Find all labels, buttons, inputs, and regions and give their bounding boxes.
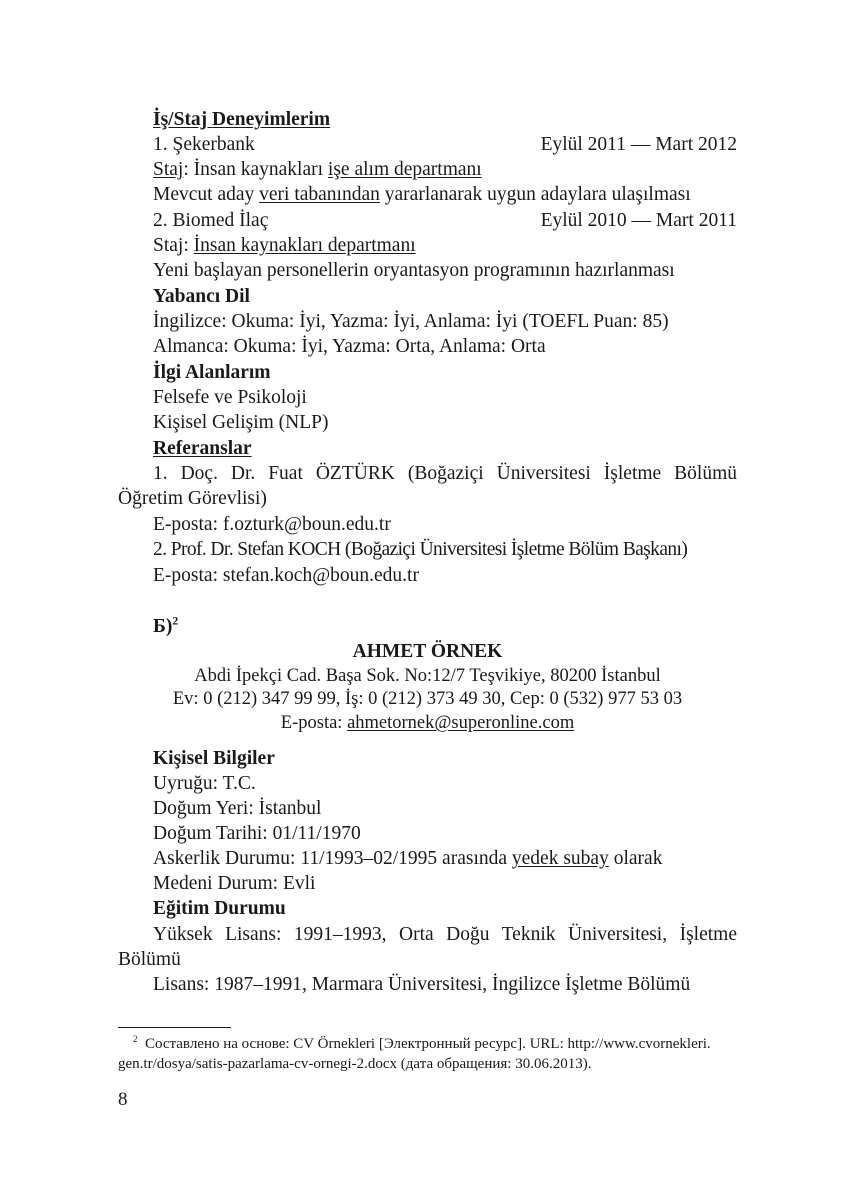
reference1-line1: 1. Doç. Dr. Fuat ÖZTÜRK (Boğaziçi Üniversitesi İşletme Bölümü: [153, 463, 737, 484]
job1-dates: Eylül 2011 — Mart 2012: [540, 134, 737, 155]
cv-email-label: E-posta:: [280, 713, 348, 733]
language-english: İngilizce: Okuma: İyi, Yazma: İyi, Anlama: İyi (TOEFL Puan: 85): [153, 311, 669, 332]
interests-heading: İlgi Alanlarım: [153, 362, 271, 383]
cv-email-line: [118, 711, 737, 736]
language-german: Almanca: Okuma: İyi, Yazma: Orta, Anlama: Orta: [153, 336, 546, 357]
job1-role: [153, 157, 737, 182]
job2-dates: Eylül 2010 — Mart 2011: [540, 210, 737, 231]
job1-title: 1. Şekerbank: [153, 134, 255, 155]
personal-heading: Kişisel Bilgiler: [153, 748, 275, 769]
work-heading: İş/Staj Deneyimlerim: [153, 109, 331, 130]
job1-role-dept: işe alım departmanı: [327, 159, 482, 180]
education-masters-line1: Yüksek Lisans: 1991–1993, Orta Doğu Teknik Üniversitesi, İşletme: [153, 924, 737, 945]
personal-military: [153, 846, 737, 871]
job1-role-mid: : İnsan kaynakları: [183, 159, 328, 180]
job1-row: [153, 132, 737, 157]
personal-marital: Medeni Durum: Evli: [153, 873, 316, 894]
footnote-text1: Составлено на основе: CV Örnekleri [Электронный ресурс]. URL: http://www.cvornekleri.: [145, 1036, 711, 1052]
cv-email: ahmetornek@superonline.com: [347, 713, 575, 733]
footnote-ref: 2: [172, 614, 179, 628]
job2-row: [153, 208, 737, 233]
footnote-line1: [133, 1034, 711, 1055]
section-b-text: Б): [153, 616, 173, 637]
job1-desc-pre: Mevcut aday: [153, 184, 260, 205]
job2-desc: Yeni başlayan personellerin oryantasyon programının hazırlanması: [153, 260, 675, 281]
job1-desc-link: veri tabanından: [259, 184, 380, 205]
job2-title: 2. Biomed İlaç: [153, 210, 269, 231]
interest-item: Felsefe ve Psikoloji: [153, 387, 307, 408]
job1-role-prefix: Staj: [153, 159, 184, 180]
job1-desc-post: yararlanarak uygun adaylara ulaşılması: [379, 184, 691, 205]
section-b-label: [153, 614, 737, 639]
footnote-line2: gen.tr/dosya/satis-pazarlama-cv-ornegi-2.docx (дата обращения: 30.06.2013).: [118, 1056, 592, 1072]
references-heading: Referanslar: [153, 438, 252, 459]
footnote-divider: [118, 1027, 231, 1028]
personal-nationality: Uyruğu: T.C.: [153, 773, 256, 794]
education-bachelors: Lisans: 1987–1991, Marmara Üniversitesi, İngilizce İşletme Bölümü: [153, 974, 691, 995]
job1-desc: [153, 182, 737, 207]
education-masters-line2: Bölümü: [118, 949, 181, 970]
reference1-line2: Öğretim Görevlisi): [118, 488, 267, 509]
job2-role: [153, 233, 737, 258]
languages-heading: Yabancı Dil: [153, 286, 250, 307]
military-pre: Askerlik Durumu: 11/1993–02/1995 arasında: [153, 848, 512, 869]
reference2-email: E-posta: stefan.koch@boun.edu.tr: [153, 565, 419, 586]
cv-name: AHMET ÖRNEK: [352, 641, 503, 662]
interest-item: Kişisel Gelişim (NLP): [153, 412, 329, 433]
education-heading: Eğitim Durumu: [153, 898, 286, 919]
reference1-email: E-posta: f.ozturk@boun.edu.tr: [153, 514, 391, 535]
reference2-line: 2. Prof. Dr. Stefan KOCH (Boğaziçi Üniversitesi İşletme Bölüm Başkanı): [153, 539, 688, 560]
cv-address: Abdi İpekçi Cad. Başa Sok. No:12/7 Teşvikiye, 80200 İstanbul: [194, 666, 661, 686]
page-number: 8: [118, 1089, 128, 1110]
cv-phones: Ev: 0 (212) 347 99 99, İş: 0 (212) 373 49 30, Cep: 0 (532) 977 53 03: [172, 689, 683, 709]
personal-birthdate: Doğum Tarihi: 01/11/1970: [153, 823, 361, 844]
personal-birthplace: Doğum Yeri: İstanbul: [153, 798, 322, 819]
footnote-mark: 2: [133, 1034, 138, 1044]
military-post: olarak: [608, 848, 663, 869]
job2-role-prefix: Staj:: [153, 235, 194, 256]
job2-role-dept: İnsan kaynakları departmanı: [193, 235, 416, 256]
military-link: yedek subay: [511, 848, 609, 869]
